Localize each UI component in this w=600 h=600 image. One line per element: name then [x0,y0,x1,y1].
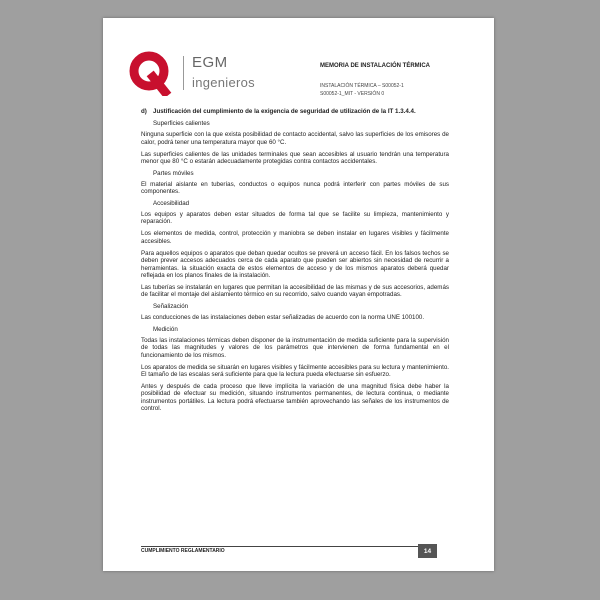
paragraph: Antes y después de cada proceso que lleve implícita la variación de una magnitud física debe haber la posibilidad de efectuar su medición, situando instrumentos permanentes, de lectura continua, o mediante instrumentos portátiles. La lectura podrá efectuarse también aprovechando las señales de los instrumentos de control. [141,382,449,413]
section-title: Justificación del cumplimiento de la exigencia de seguridad de utilización de la IT 1.3.4.4. [153,108,416,115]
section-heading [141,108,449,115]
subsections-container [141,120,449,412]
subsection-heading: Accesibilidad [153,200,190,208]
subsection-heading: Medición [153,325,178,333]
document-title: MEMORIA DE INSTALACIÓN TÉRMICA [320,63,430,69]
paragraph: Todas las instalaciones térmicas deben disponer de la instrumentación de medida suficiente para la supervisión de todas las magnitudes y valores de los parámetros que intervienen de forma fundamental en el funcionamiento de los mismos. [141,336,449,359]
page-number: 14 [418,544,437,558]
company-logo [127,50,255,96]
subsection-heading: Señalización [153,303,189,311]
logo-ingenieros-text: ingenieros [192,75,255,90]
subtitle-line-1: INSTALACIÓN TÉRMICA – S00052-1 [320,83,404,89]
paragraph: Las conducciones de las instalaciones deben estar señalizadas de acuerdo con la norma UNE 100100. [141,314,425,322]
paragraph: Los elementos de medida, control, protección y maniobra se deben instalar en lugares visibles y fácilmente accesibles. [141,230,449,245]
subsection-heading: Superficies calientes [153,120,210,128]
footer-rule [141,546,437,547]
subsection-heading: Partes móviles [153,169,194,177]
paragraph: Los aparatos de medida se situarán en lugares visibles y fácilmente accesibles para su lectura y mantenimiento. El tamaño de las escalas será suficiente para que la lectura pueda efectuarse sin esfuerzo. [141,363,449,378]
paragraph: Las superficies calientes de las unidades terminales que sean accesibles al usuario tendrán una temperatura menor que 80 °C o estarán adecuadamente protegidas contra contactos accidentales. [141,150,449,166]
paragraph: Para aquellos equipos o aparatos que deban quedar ocultos se preverá un acceso fácil. En los falsos techos se deben prever accesos adecuados cerca de cada aparato que pueden ser abiertos sin necesidad de recurrir a herramientas. la situación exacta de estos elementos de acceso y de los mismos aparatos deberá quedar reflejada en los planos finales de la instalación. [141,249,449,279]
paragraph: El material aislante en tuberías, conductos o equipos nunca podrá interferir con partes móviles de sus componentes. [141,180,449,196]
logo-divider [183,56,184,90]
section-letter: d) [141,108,147,115]
paragraph: Ninguna superficie con la que exista posibilidad de contacto accidental, salvo las superficies de los emisores de calor, podrá tener una temperatura mayor que 60 °C. [141,131,449,146]
document-subtitle [320,82,404,98]
footer-label: CUMPLIMIENTO REGLAMENTARIO [141,548,225,554]
q-logo-icon [127,50,173,96]
logo-egm-text: EGM [192,54,228,71]
subtitle-line-2: S00052-1_MIT - VERSIÓN 0 [320,91,385,97]
document-page [103,18,494,571]
paragraph: Los equipos y aparatos deben estar situados de forma tal que se facilite su limpieza, mantenimiento y reparación. [141,211,449,226]
paragraph: Las tuberías se instalarán en lugares que permitan la accesibilidad de las mismas y de sus accesorios, además de facilitar el montaje del aislamiento térmico en su recorrido, salvo cuando vayan empotradas. [141,283,449,299]
document-body [141,108,449,417]
